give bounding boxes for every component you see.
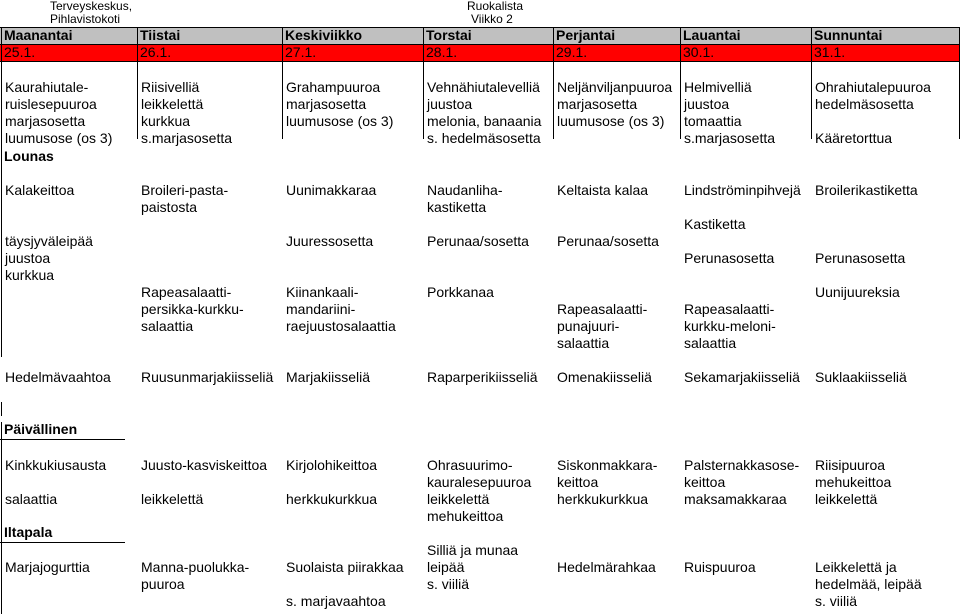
- breakfast-item: Vehnähiutalevelliä: [427, 79, 540, 95]
- lunch-item: Perunaa/sosetta: [557, 233, 659, 249]
- dinner-item: leikkelettä: [815, 491, 878, 507]
- column-rule: [680, 27, 681, 139]
- day-date: 30.1.: [683, 44, 715, 60]
- section-lunch: Lounas: [4, 148, 54, 164]
- evening-item: Ruispuuroa: [684, 559, 756, 575]
- lunch-item: juustoa: [5, 250, 51, 266]
- dinner-item: leikkelettä: [427, 491, 490, 507]
- lunch-item: Uunijuureksia: [815, 284, 900, 300]
- day-date: 29.1.: [556, 44, 588, 60]
- column-rule: [423, 27, 424, 139]
- breakfast-item: juustoa: [684, 96, 730, 112]
- dinner-item: leikkelettä: [141, 491, 204, 507]
- evening-item: leipää: [427, 559, 465, 575]
- breakfast-item: Riisivelliä: [141, 79, 200, 95]
- breakfast-item: s.marjasosetta: [684, 130, 776, 146]
- table-rule: [0, 542, 125, 543]
- evening-item: Suolaista piirakkaa: [286, 559, 404, 575]
- lunch-item: kurkkua: [5, 267, 55, 283]
- lunch-item: Uunimakkaraa: [286, 182, 377, 198]
- lunch-item: Lindströminpihvejä: [684, 182, 801, 198]
- lunch-item: Hedelmävaahtoa: [5, 369, 111, 385]
- lunch-item: Kalakeittoa: [5, 182, 75, 198]
- lunch-item: Ruusunmarjakiisseliä: [141, 369, 274, 385]
- dinner-item: Kirjolohikeittoa: [286, 457, 378, 473]
- evening-item: s. marjavaahtoa: [286, 593, 386, 609]
- dinner-item: Juusto-kasviskeittoa: [141, 457, 268, 473]
- breakfast-item: Kaurahiutale-: [5, 79, 89, 95]
- section-evening: Iltapala: [4, 524, 53, 540]
- dinner-item: Palsternakkasose-: [684, 457, 800, 473]
- evening-item: Manna-puolukka-: [141, 559, 250, 575]
- lunch-item: täysjyväleipää: [5, 233, 93, 249]
- lunch-item: Broilerikastiketta: [815, 182, 918, 198]
- lunch-item: Kastiketta: [684, 216, 746, 232]
- breakfast-item: leikkelettä: [141, 96, 204, 112]
- lunch-item: Suklaakiisseliä: [815, 369, 907, 385]
- lunch-item: Keltaista kalaa: [557, 182, 649, 198]
- breakfast-item: kurkkua: [141, 113, 191, 129]
- breakfast-item: Kääretorttua: [815, 130, 893, 146]
- breakfast-item: Neljänviljanpuuroa: [557, 79, 673, 95]
- breakfast-item: juustoa: [427, 96, 473, 112]
- breakfast-item: hedelmäsosetta: [815, 96, 914, 112]
- breakfast-item: Ohrahiutalepuuroa: [815, 79, 931, 95]
- lunch-item: Sekamarjakiisseliä: [684, 369, 800, 385]
- dinner-item: maksamakkaraa: [684, 491, 787, 507]
- day-name: Sunnuntai: [814, 27, 883, 43]
- section-dinner: Päivällinen: [4, 421, 78, 437]
- breakfast-item: marjasosetta: [286, 96, 367, 112]
- day-date: 25.1.: [4, 44, 36, 60]
- day-date: 27.1.: [285, 44, 317, 60]
- lunch-item: kastiketta: [427, 199, 487, 215]
- menu-table: [0, 27, 960, 614]
- lunch-item: Perunasosetta: [684, 250, 775, 266]
- day-name: Tiistai: [140, 27, 181, 43]
- evening-item: Marjajogurttia: [5, 559, 90, 575]
- day-date: 31.1.: [814, 44, 846, 60]
- day-date: 28.1.: [426, 44, 458, 60]
- lunch-item: Broileri-pasta-: [141, 182, 229, 198]
- breakfast-item: s.marjasosetta: [141, 130, 233, 146]
- breakfast-item: marjasosetta: [557, 96, 638, 112]
- evening-item: s. viiliä: [815, 593, 858, 609]
- breakfast-item: tomaattia: [684, 113, 742, 129]
- breakfast-item: ruislesepuuroa: [5, 96, 97, 112]
- evening-item: s. viiliä: [427, 576, 470, 592]
- dinner-item: salaattia: [5, 491, 58, 507]
- evening-item: Silliä ja munaa: [427, 542, 519, 558]
- column-rule: [1, 139, 2, 357]
- menu-kind: Ruokalista: [467, 0, 524, 13]
- lunch-item: Marjakiisseliä: [286, 369, 371, 385]
- lunch-item: Rapeasalaatti-: [684, 301, 775, 317]
- dinner-item: kauralesepuuroa: [427, 474, 532, 490]
- lunch-item: Rapeasalaatti-: [557, 301, 648, 317]
- lunch-item: Rapeasalaatti-: [141, 284, 232, 300]
- lunch-item: Kiinankaali-: [286, 284, 359, 300]
- table-rule: [0, 439, 125, 440]
- dinner-item: herkkukurkkua: [286, 491, 378, 507]
- breakfast-item: s. hedelmäsosetta: [427, 130, 541, 146]
- breakfast-item: Helmivelliä: [684, 79, 752, 95]
- breakfast-item: Grahampuuroa: [286, 79, 381, 95]
- evening-item: hedelmää, leipää: [815, 576, 922, 592]
- lunch-item: Porkkanaa: [427, 284, 494, 300]
- table-rule: [0, 61, 960, 62]
- dinner-item: mehukeittoa: [815, 474, 892, 490]
- day-date: 26.1.: [140, 44, 172, 60]
- lunch-item: persikka-kurkku-: [141, 301, 244, 317]
- lunch-item: kurkku-meloni-: [684, 318, 776, 334]
- lunch-item: salaattia: [141, 318, 194, 334]
- column-rule: [282, 27, 283, 139]
- page-header: [0, 0, 960, 27]
- breakfast-item: luumusose (os 3): [286, 113, 394, 129]
- evening-item: Hedelmärahkaa: [557, 559, 656, 575]
- dinner-item: Siskonmakkara-: [557, 457, 658, 473]
- lunch-item: punajuuri-: [557, 318, 620, 334]
- evening-item: Leikkelettä ja: [815, 559, 897, 575]
- day-name: Lauantai: [683, 27, 741, 43]
- dinner-item: Kinkkukiusausta: [5, 457, 107, 473]
- lunch-item: paistosta: [141, 199, 198, 215]
- lunch-item: Naudanliha-: [427, 182, 503, 198]
- evening-item: puuroa: [141, 576, 185, 592]
- week-label: Viikko 2: [471, 12, 513, 26]
- lunch-item: Juuressosetta: [286, 233, 374, 249]
- lunch-item: salaattia: [557, 335, 610, 351]
- lunch-item: Omenakiisseliä: [557, 369, 652, 385]
- lunch-item: raejuustosalaattia: [286, 318, 396, 334]
- org-name-line2: Pihlavistokoti: [50, 12, 121, 26]
- breakfast-item: melonia, banaania: [427, 113, 542, 129]
- day-name: Maanantai: [4, 27, 73, 43]
- column-rule: [553, 27, 554, 139]
- lunch-item: Perunasosetta: [815, 250, 906, 266]
- column-rule: [1, 402, 2, 416]
- day-name: Torstai: [426, 27, 472, 43]
- lunch-item: mandariini-: [286, 301, 356, 317]
- lunch-item: salaattia: [684, 335, 737, 351]
- breakfast-item: luumusose (os 3): [557, 113, 665, 129]
- dinner-item: mehukeittoa: [427, 508, 504, 524]
- lunch-item: Raparperikiisseliä: [427, 369, 538, 385]
- dinner-item: keittoa: [684, 474, 726, 490]
- column-rule: [1, 27, 2, 139]
- column-rule: [811, 27, 812, 139]
- dinner-item: Ohrasuurimo-: [427, 457, 513, 473]
- dinner-item: keittoa: [557, 474, 599, 490]
- column-rule: [137, 27, 138, 139]
- breakfast-item: luumusose (os 3): [5, 130, 113, 146]
- lunch-item: Perunaa/sosetta: [427, 233, 529, 249]
- dinner-item: Riisipuuroa: [815, 457, 886, 473]
- column-rule: [1, 422, 2, 614]
- day-name: Perjantai: [556, 27, 616, 43]
- dinner-item: herkkukurkkua: [557, 491, 649, 507]
- breakfast-item: marjasosetta: [5, 113, 86, 129]
- day-name: Keskiviikko: [285, 27, 363, 43]
- org-name-line1: Terveyskeskus,: [50, 0, 133, 13]
